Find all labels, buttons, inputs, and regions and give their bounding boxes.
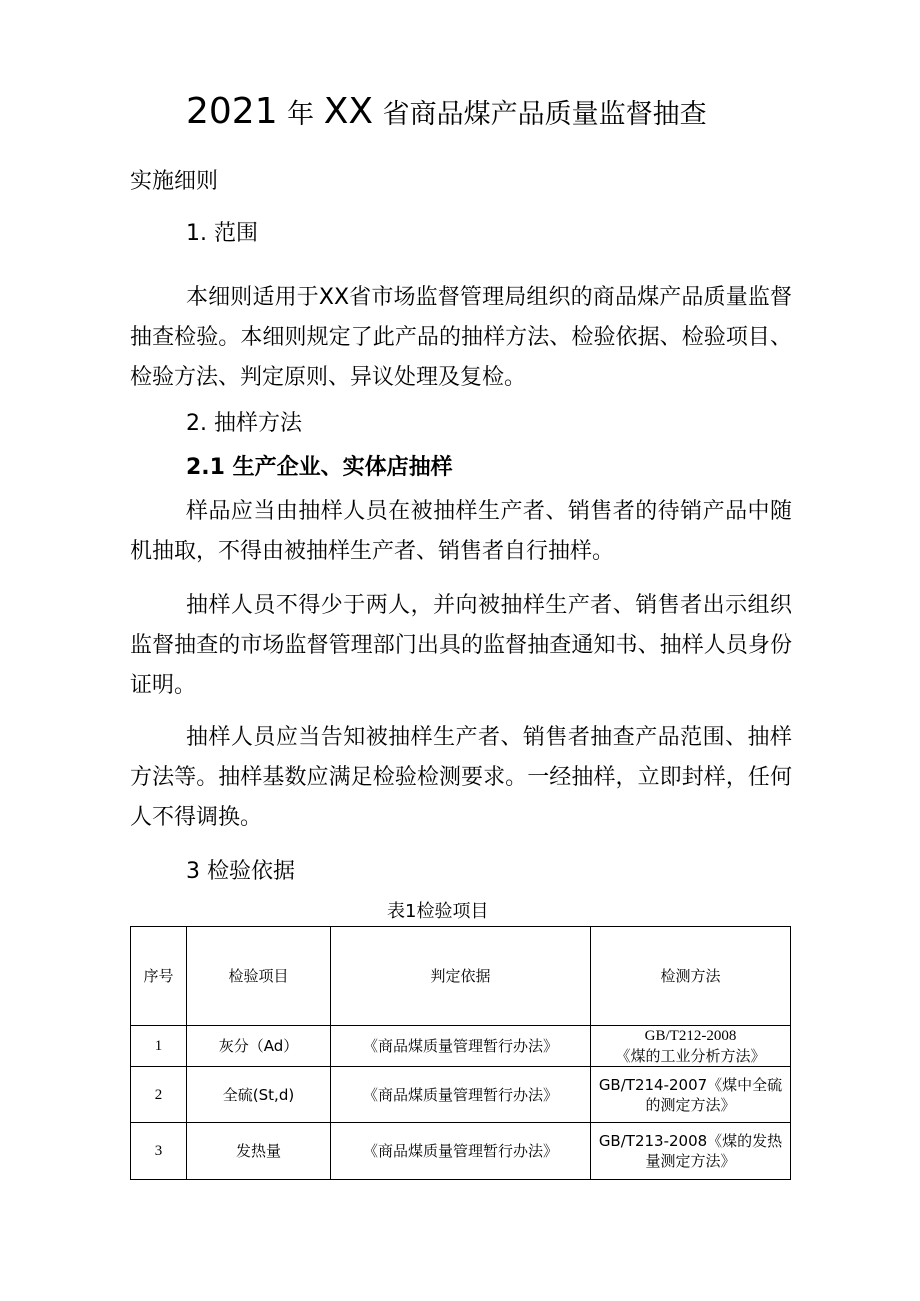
row-item: 灰分（Ad） bbox=[187, 1026, 331, 1067]
section-3-heading: 3 检验依据 bbox=[186, 859, 295, 884]
title-province: XX bbox=[323, 91, 374, 132]
row-method bbox=[591, 1067, 791, 1123]
row-method bbox=[591, 1123, 791, 1180]
row-item: 全硫(St,d) bbox=[187, 1067, 331, 1123]
method-standard: GB/T214-2007《煤中全硫 bbox=[598, 1075, 783, 1094]
row-basis: 《商品煤质量管理暂行办法》 bbox=[331, 1123, 591, 1180]
page-title bbox=[186, 92, 707, 135]
row-no: 3 bbox=[131, 1123, 187, 1180]
header-cell: 序号 bbox=[131, 927, 187, 1026]
paragraph: 抽样人员不得少于两人，并向被抽样生产者、销售者出示组织监督抽查的市场监督管理部门出具的监督抽查通知书、抽样人员身份证明。 bbox=[130, 593, 792, 698]
paragraph: 抽样人员应当告知被抽样生产者、销售者抽查产品范围、抽样方法等。抽样基数应满足检验检测要求。一经抽样，立即封样，任何人不得调换。 bbox=[130, 725, 792, 830]
section-2-heading: 2. 抽样方法 bbox=[186, 411, 302, 436]
table-row bbox=[131, 1067, 791, 1123]
method-name: 的测定方法》 bbox=[645, 1095, 736, 1114]
table-caption: 表1检验项目 bbox=[387, 901, 489, 922]
inspection-items-table bbox=[130, 926, 791, 1180]
header-cell: 检验项目 bbox=[187, 927, 331, 1026]
paragraph: 样品应当由抽样人员在被抽样生产者、销售者的待销产品中随机抽取，不得由被抽样生产者、销售者自行抽样。 bbox=[130, 499, 792, 564]
section-1-heading: 1. 范围 bbox=[186, 221, 258, 246]
row-basis: 《商品煤质量管理暂行办法》 bbox=[331, 1067, 591, 1123]
row-no: 1 bbox=[131, 1026, 187, 1067]
title-nian: 年 bbox=[287, 99, 315, 130]
header-cell: 检测方法 bbox=[591, 927, 791, 1026]
header-cell: 判定依据 bbox=[331, 927, 591, 1026]
row-item: 发热量 bbox=[187, 1123, 331, 1180]
row-basis: 《商品煤质量管理暂行办法》 bbox=[331, 1026, 591, 1067]
section-2-1-heading: 2.1 生产企业、实体店抽样 bbox=[186, 455, 453, 480]
method-name: 量测定方法》 bbox=[645, 1152, 736, 1170]
table-header-row bbox=[131, 927, 791, 1026]
row-method bbox=[591, 1026, 791, 1067]
section-1-body: 本细则适用于XX省市场监督管理局组织的商品煤产品质量监督抽查检验。本细则规定了此产品的抽样方法、检验依据、检验项目、检验方法、判定原则、异议处理及复检。 bbox=[130, 285, 792, 390]
subtitle: 实施细则 bbox=[130, 169, 219, 194]
row-no: 2 bbox=[131, 1067, 187, 1123]
table-row bbox=[131, 1123, 791, 1180]
method-standard: GB/T213-2008《煤的发热 bbox=[598, 1132, 783, 1150]
table-row bbox=[131, 1026, 791, 1067]
method-name: 《煤的工业分析方法》 bbox=[615, 1047, 766, 1065]
method-standard: GB/T212-2008 bbox=[644, 1028, 737, 1044]
title-rest: 省商品煤产品质量监督抽查 bbox=[382, 99, 707, 130]
title-year: 2021 bbox=[186, 91, 278, 132]
